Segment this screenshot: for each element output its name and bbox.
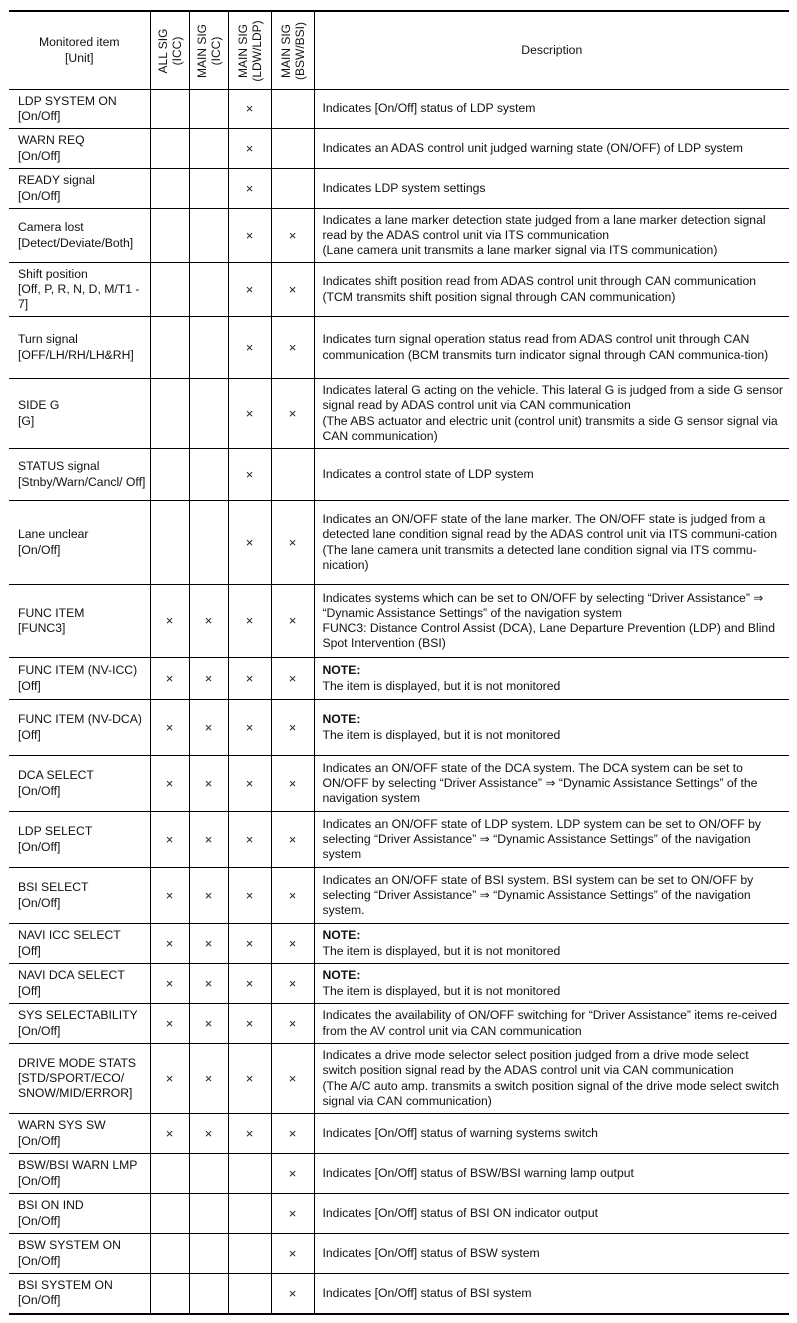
signal-mark-col4: ×	[271, 263, 314, 317]
monitored-item-cell	[9, 585, 150, 658]
signal-mark-col1	[150, 129, 189, 169]
item-unit: [Detect/Deviate/Both]	[18, 235, 134, 250]
signal-mark-col4: ×	[271, 1114, 314, 1154]
item-unit: [STD/SPORT/ECO/ SNOW/MID/ERROR]	[18, 1070, 133, 1101]
table-row	[9, 868, 789, 924]
description-cell	[314, 700, 789, 756]
signal-mark-col3: ×	[228, 90, 271, 129]
signal-mark-col3: ×	[228, 129, 271, 169]
item-unit: [OFF/LH/RH/LH&RH]	[18, 347, 134, 362]
monitored-item-cell	[9, 1194, 150, 1234]
item-unit: [Off]	[18, 943, 41, 958]
description-cell	[314, 379, 789, 449]
signal-mark-col4: ×	[271, 1004, 314, 1044]
description-cell	[314, 658, 789, 700]
header-col1-line1: ALL SIG	[155, 28, 170, 73]
description-cell	[314, 585, 789, 658]
description-cell	[314, 1274, 789, 1314]
table-row	[9, 129, 789, 169]
description-line: Indicates turn signal operation status read from ADAS control unit through CAN communication (BCM transmits turn indicator signal through CAN communica-tion)	[322, 332, 769, 362]
table-row	[9, 1194, 789, 1234]
item-name: Turn signal	[18, 332, 78, 347]
description-line: Indicates [On/Off] status of BSI ON indicator output	[322, 1205, 598, 1220]
item-unit: [On/Off]	[18, 109, 61, 123]
signal-mark-col2: ×	[189, 812, 228, 868]
description-line: FUNC3: Distance Control Assist (DCA), Lane Departure Prevention (LDP) and Blind Spot Intervention (BSI)	[322, 621, 775, 651]
signal-mark-col2	[189, 1194, 228, 1234]
signal-mark-col3	[228, 1194, 271, 1234]
description-cell	[314, 90, 789, 129]
table-row	[9, 1274, 789, 1314]
signal-mark-col3: ×	[228, 449, 271, 501]
monitored-item-cell	[9, 868, 150, 924]
monitored-item-cell	[9, 129, 150, 169]
signal-mark-col1	[150, 263, 189, 317]
signal-mark-col1: ×	[150, 868, 189, 924]
description-cell	[314, 1044, 789, 1114]
item-unit: [On/Off]	[18, 1213, 61, 1228]
signal-mark-col1	[150, 379, 189, 449]
monitored-item-cell	[9, 1274, 150, 1314]
signal-mark-col2	[189, 317, 228, 379]
signal-mark-col1	[150, 169, 189, 209]
signal-mark-col3: ×	[228, 1004, 271, 1044]
signal-mark-col2	[189, 501, 228, 585]
signal-mark-col4: ×	[271, 868, 314, 924]
description-cell	[314, 1194, 789, 1234]
header-main-sig-icc	[189, 11, 228, 90]
item-unit: [Stnby/Warn/Cancl/ Off]	[18, 474, 146, 489]
signal-mark-col3: ×	[228, 1044, 271, 1114]
signal-mark-col2: ×	[189, 1044, 228, 1114]
item-unit: [Off]	[18, 983, 41, 998]
description-line: Indicates an ADAS control unit judged warning state (ON/OFF) of LDP system	[322, 140, 743, 155]
signal-mark-col1	[150, 1274, 189, 1314]
item-unit: [On/Off]	[18, 148, 61, 163]
item-name: DRIVE MODE STATS	[18, 1055, 137, 1070]
signal-mark-col4: ×	[271, 964, 314, 1004]
table-row	[9, 449, 789, 501]
header-all-sig-icc	[150, 11, 189, 90]
item-name: Shift position	[18, 266, 88, 281]
item-name: STATUS signal	[18, 459, 100, 474]
header-description: Description	[314, 11, 789, 90]
item-unit: [Off]	[18, 678, 41, 693]
description-cell	[314, 169, 789, 209]
item-name: BSW SYSTEM ON	[18, 1238, 121, 1253]
table-row	[9, 379, 789, 449]
signal-mark-col1	[150, 1194, 189, 1234]
signal-mark-col3: ×	[228, 812, 271, 868]
header-item-unit: [Unit]	[65, 50, 94, 65]
description-line: Indicates an ON/OFF state of BSI system. BSI system can be set to ON/OFF by selecting “Driver Assistance” ⇒ “Dynamic Assistance Settings” of the navigation system.	[322, 872, 754, 918]
signal-mark-col3: ×	[228, 700, 271, 756]
item-unit: [On/Off]	[18, 542, 61, 557]
description-line: Indicates [On/Off] status of BSW system	[322, 1245, 540, 1260]
table-row	[9, 700, 789, 756]
description-line: Indicates a control state of LDP system	[322, 466, 534, 481]
table-row	[9, 1044, 789, 1114]
signal-mark-col3: ×	[228, 964, 271, 1004]
signal-mark-col4: ×	[271, 812, 314, 868]
signal-mark-col2	[189, 129, 228, 169]
signal-mark-col1	[150, 317, 189, 379]
item-unit: [Off, P, R, N, D, M/T1 - 7]	[18, 281, 140, 312]
header-col4-line2: (BSW/BSI)	[292, 21, 307, 80]
signal-mark-col2	[189, 263, 228, 317]
monitored-item-cell	[9, 1004, 150, 1044]
item-name: BSW/BSI WARN LMP	[18, 1158, 138, 1173]
signal-mark-col4: ×	[271, 658, 314, 700]
signal-mark-col3: ×	[228, 209, 271, 263]
signal-mark-col2: ×	[189, 756, 228, 812]
signal-mark-col1: ×	[150, 964, 189, 1004]
description-line: Indicates an ON/OFF state of the DCA system. The DCA system can be set to ON/OFF by selecting “Driver Assistance” ⇒ “Dynamic Assistance Settings” of the navigation system	[322, 760, 758, 806]
description-cell	[314, 924, 789, 964]
signal-mark-col1	[150, 1154, 189, 1194]
table-row	[9, 1004, 789, 1044]
table-row	[9, 964, 789, 1004]
header-item-label: Monitored item	[38, 35, 120, 50]
signal-mark-col2	[189, 90, 228, 129]
description-cell	[314, 868, 789, 924]
signal-mark-col4: ×	[271, 700, 314, 756]
table-row	[9, 501, 789, 585]
signal-mark-col3: ×	[228, 585, 271, 658]
description-line: (The lane camera unit transmits a detected lane condition signal via ITS commu-nication)	[322, 542, 757, 572]
signal-mark-col2	[189, 209, 228, 263]
monitored-item-cell	[9, 1154, 150, 1194]
signal-mark-col4: ×	[271, 317, 314, 379]
item-name: DCA SELECT	[18, 768, 94, 783]
item-name: SIDE G	[18, 398, 60, 413]
signal-mark-col2	[189, 1274, 228, 1314]
note-label: NOTE:	[322, 928, 361, 943]
description-cell	[314, 1114, 789, 1154]
monitored-item-cell	[9, 924, 150, 964]
header-col2-line2: (ICC)	[208, 36, 223, 65]
description-line: (The ABS actuator and electric unit (control unit) transmits a side G sensor signal via CAN communication)	[322, 413, 778, 443]
signal-mark-col3: ×	[228, 379, 271, 449]
signal-mark-col2	[189, 449, 228, 501]
signal-mark-col1	[150, 449, 189, 501]
description-cell	[314, 317, 789, 379]
signal-mark-col1: ×	[150, 1044, 189, 1114]
signal-mark-col4: ×	[271, 209, 314, 263]
note-label: NOTE:	[322, 968, 361, 983]
header-col2-line1: MAIN SIG	[194, 23, 209, 78]
table-row	[9, 924, 789, 964]
header-monitored-item	[9, 11, 150, 90]
monitored-item-cell	[9, 700, 150, 756]
description-line: Indicates [On/Off] status of BSI system	[322, 1285, 532, 1300]
monitored-item-cell	[9, 1044, 150, 1114]
signal-mark-col2	[189, 1234, 228, 1274]
monitored-item-cell	[9, 169, 150, 209]
header-main-sig-ldw-ldp	[228, 11, 271, 90]
item-name: WARN SYS SW	[18, 1118, 106, 1133]
item-name: BSI SELECT	[18, 880, 89, 895]
description-line: (The A/C auto amp. transmits a switch position signal of the drive mode select switch signal via CAN communication)	[322, 1078, 780, 1108]
item-unit: [G]	[18, 413, 35, 428]
table-row	[9, 756, 789, 812]
header-main-sig-bsw-bsi	[271, 11, 314, 90]
signal-mark-col3	[228, 1274, 271, 1314]
description-line: Indicates a drive mode selector select position judged from a drive mode select switch position signal read by the ADAS control unit via CAN communication	[322, 1048, 749, 1078]
signal-mark-col1: ×	[150, 700, 189, 756]
item-name: Lane unclear	[18, 527, 89, 542]
table-row	[9, 1154, 789, 1194]
signal-mark-col4: ×	[271, 1274, 314, 1314]
signal-mark-col4: ×	[271, 501, 314, 585]
description-line: Indicates [On/Off] status of LDP system	[322, 101, 536, 116]
item-name: WARN REQ	[18, 133, 85, 148]
table-row	[9, 90, 789, 129]
monitored-item-cell	[9, 209, 150, 263]
signal-mark-col1	[150, 90, 189, 129]
signal-mark-col1: ×	[150, 812, 189, 868]
signal-mark-col2: ×	[189, 924, 228, 964]
description-line: The item is displayed, but it is not monitored	[322, 678, 561, 693]
signal-mark-col2: ×	[189, 585, 228, 658]
signal-mark-col2	[189, 1154, 228, 1194]
table-row	[9, 209, 789, 263]
monitor-item-table	[9, 10, 789, 1315]
table-row	[9, 1234, 789, 1274]
monitored-item-cell	[9, 658, 150, 700]
signal-mark-col1: ×	[150, 585, 189, 658]
item-unit: [FUNC3]	[18, 621, 66, 635]
item-name: Camera lost	[18, 220, 84, 235]
signal-mark-col2: ×	[189, 1114, 228, 1154]
signal-mark-col3: ×	[228, 658, 271, 700]
item-unit: [On/Off]	[18, 1023, 61, 1038]
table-row	[9, 169, 789, 209]
signal-mark-col4: ×	[271, 1194, 314, 1234]
description-cell	[314, 756, 789, 812]
monitored-item-cell	[9, 379, 150, 449]
description-cell	[314, 263, 789, 317]
description-cell	[314, 449, 789, 501]
signal-mark-col3: ×	[228, 1114, 271, 1154]
item-name: NAVI DCA SELECT	[18, 968, 125, 983]
description-line: Indicates systems which can be set to ON/OFF by selecting “Driver Assistance” ⇒ “Dynamic Assistance Settings” of the navigation system	[322, 590, 764, 620]
table-row	[9, 317, 789, 379]
signal-mark-col4: ×	[271, 756, 314, 812]
signal-mark-col2	[189, 379, 228, 449]
monitored-item-cell	[9, 317, 150, 379]
header-row	[9, 11, 789, 90]
header-col1-line2: (ICC)	[169, 36, 184, 65]
signal-mark-col3	[228, 1234, 271, 1274]
signal-mark-col1	[150, 501, 189, 585]
signal-mark-col3: ×	[228, 317, 271, 379]
description-cell	[314, 812, 789, 868]
item-name: LDP SYSTEM ON	[18, 93, 117, 108]
signal-mark-col4: ×	[271, 1154, 314, 1194]
signal-mark-col4	[271, 449, 314, 501]
monitored-item-cell	[9, 501, 150, 585]
description-line: Indicates [On/Off] status of warning systems switch	[322, 1125, 598, 1140]
monitored-item-cell	[9, 812, 150, 868]
description-line: (Lane camera unit transmits a lane marker signal via ITS communication)	[322, 243, 718, 258]
item-name: SYS SELECTABILITY	[18, 1008, 138, 1023]
monitored-item-cell	[9, 449, 150, 501]
item-unit: [On/Off]	[18, 1293, 61, 1308]
signal-mark-col2: ×	[189, 700, 228, 756]
signal-mark-col1: ×	[150, 924, 189, 964]
signal-mark-col3: ×	[228, 169, 271, 209]
signal-mark-col2	[189, 169, 228, 209]
item-name: FUNC ITEM (NV-ICC)	[18, 663, 138, 678]
signal-mark-col4: ×	[271, 924, 314, 964]
table-row	[9, 263, 789, 317]
signal-mark-col1	[150, 209, 189, 263]
description-line: Indicates [On/Off] status of BSW/BSI warning lamp output	[322, 1165, 634, 1180]
description-cell	[314, 129, 789, 169]
item-unit: [On/Off]	[18, 1173, 61, 1188]
signal-mark-col4: ×	[271, 379, 314, 449]
signal-mark-col3: ×	[228, 868, 271, 924]
signal-mark-col3	[228, 1154, 271, 1194]
signal-mark-col1: ×	[150, 756, 189, 812]
description-line: Indicates lateral G acting on the vehicle. This lateral G is judged from a side G sensor signal read by ADAS control unit via CAN communication	[322, 383, 783, 413]
signal-mark-col2: ×	[189, 868, 228, 924]
item-name: NAVI ICC SELECT	[18, 928, 121, 943]
signal-mark-col4: ×	[271, 585, 314, 658]
header-col3-line1: MAIN SIG	[235, 23, 250, 78]
description-line: Indicates the availability of ON/OFF switching for “Driver Assistance” items re-ceived from the AV control unit via CAN communication	[322, 1008, 777, 1038]
header-col4-line1: MAIN SIG	[278, 23, 293, 78]
description-cell	[314, 964, 789, 1004]
item-name: FUNC ITEM (NV-DCA)	[18, 712, 142, 727]
monitored-item-cell	[9, 90, 150, 129]
item-unit: [On/Off]	[18, 839, 61, 854]
signal-mark-col3: ×	[228, 263, 271, 317]
monitored-item-cell	[9, 1234, 150, 1274]
signal-mark-col4: ×	[271, 1044, 314, 1114]
item-unit: [On/Off]	[18, 1133, 61, 1148]
description-line: Indicates shift position read from ADAS control unit through CAN communication	[322, 274, 757, 289]
description-cell	[314, 1154, 789, 1194]
description-line: (TCM transmits shift position signal through CAN communication)	[322, 289, 676, 304]
description-cell	[314, 1234, 789, 1274]
description-line: The item is displayed, but it is not monitored	[322, 943, 561, 958]
signal-mark-col4	[271, 129, 314, 169]
item-unit: [Off]	[18, 727, 41, 742]
table-row	[9, 585, 789, 658]
description-line: Indicates a lane marker detection state judged from a lane marker detection signal read by the ADAS control unit via ITS communication	[322, 212, 766, 242]
signal-mark-col1: ×	[150, 1114, 189, 1154]
description-line: Indicates an ON/OFF state of the lane marker. The ON/OFF state is judged from a detected lane condition signal read by the ADAS control unit via ITS communi-cation	[322, 512, 778, 542]
monitored-item-cell	[9, 756, 150, 812]
signal-mark-col3: ×	[228, 756, 271, 812]
description-line: The item is displayed, but it is not monitored	[322, 727, 561, 742]
note-label: NOTE:	[322, 712, 361, 727]
description-line: Indicates an ON/OFF state of LDP system. LDP system can be set to ON/OFF by selecting “Driver Assistance” ⇒ “Dynamic Assistance Settings” of the navigation system	[322, 816, 761, 862]
signal-mark-col2: ×	[189, 658, 228, 700]
signal-mark-col1: ×	[150, 1004, 189, 1044]
signal-mark-col2: ×	[189, 1004, 228, 1044]
item-name: BSI ON IND	[18, 1198, 84, 1213]
signal-mark-col4	[271, 169, 314, 209]
item-unit: [On/Off]	[18, 188, 61, 203]
item-name: FUNC ITEM	[18, 605, 85, 620]
signal-mark-col1	[150, 1234, 189, 1274]
signal-mark-col3: ×	[228, 501, 271, 585]
signal-mark-col4: ×	[271, 1234, 314, 1274]
signal-mark-col2: ×	[189, 964, 228, 1004]
monitored-item-cell	[9, 1114, 150, 1154]
signal-mark-col3: ×	[228, 924, 271, 964]
monitored-item-cell	[9, 263, 150, 317]
description-cell	[314, 1004, 789, 1044]
item-name: BSI SYSTEM ON	[18, 1278, 113, 1293]
table-row	[9, 1114, 789, 1154]
table-row	[9, 658, 789, 700]
signal-mark-col4	[271, 90, 314, 129]
header-col3-line2: (LDW/LDP)	[249, 19, 264, 82]
monitored-item-cell	[9, 964, 150, 1004]
note-label: NOTE:	[322, 663, 361, 678]
item-unit: [On/Off]	[18, 895, 61, 910]
table-row	[9, 812, 789, 868]
item-unit: [On/Off]	[18, 1253, 61, 1268]
signal-mark-col1: ×	[150, 658, 189, 700]
description-cell	[314, 209, 789, 263]
description-line: The item is displayed, but it is not monitored	[322, 983, 561, 998]
description-cell	[314, 501, 789, 585]
description-line: Indicates LDP system settings	[322, 180, 486, 195]
item-unit: [On/Off]	[18, 783, 61, 798]
item-name: READY signal	[18, 173, 95, 188]
item-name: LDP SELECT	[18, 824, 93, 839]
